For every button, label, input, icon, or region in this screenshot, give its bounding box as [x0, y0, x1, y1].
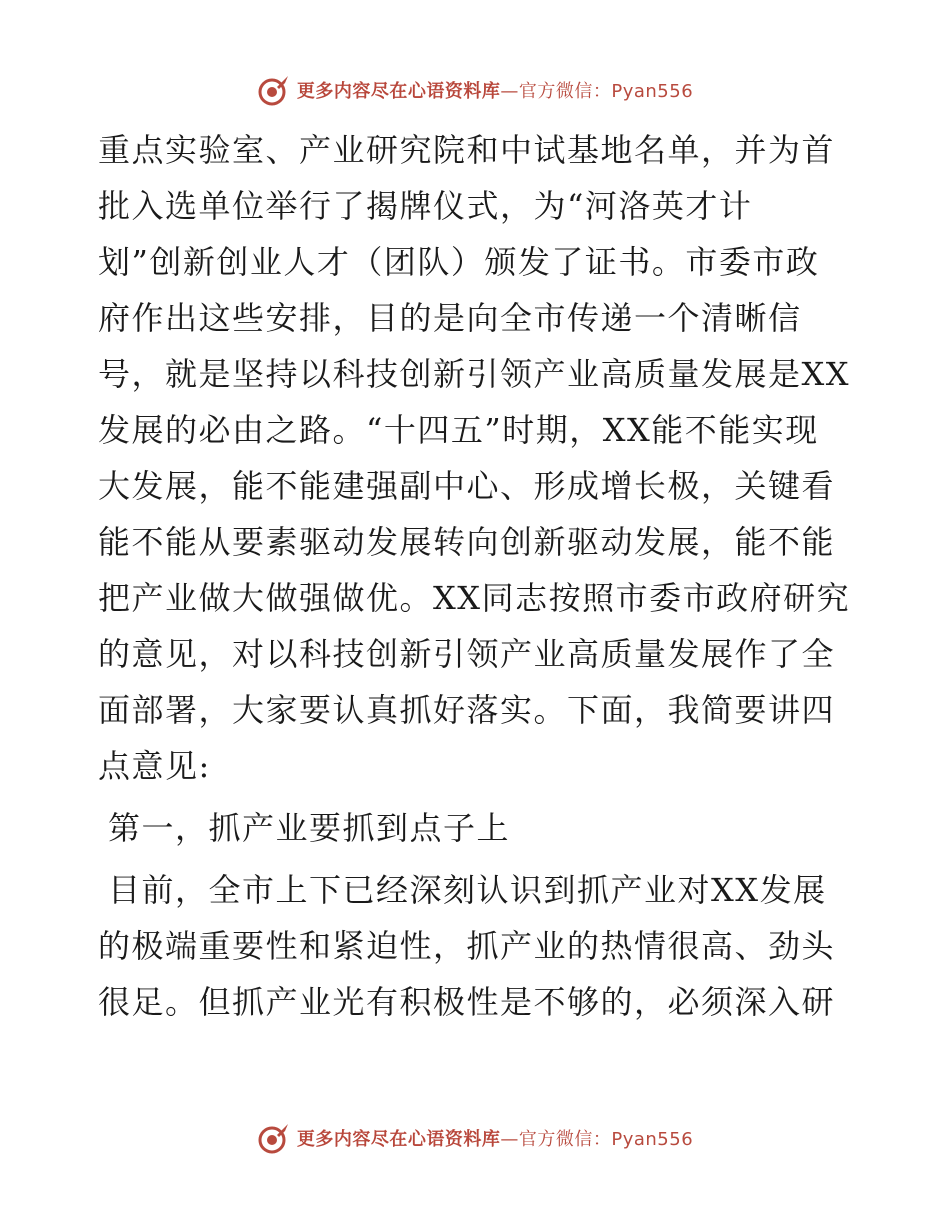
- document-body: [98, 122, 868, 1030]
- text-line: 能不能从要素驱动发展转向创新驱动发展，能不能: [98, 523, 836, 561]
- watermark-text: 更多内容尽在心语资料库—官方微信：Pyan556: [296, 1129, 694, 1150]
- quill-logo-icon: [257, 1121, 291, 1155]
- text-line: 很足。但抓产业光有积极性是不够的，必须深入研: [98, 983, 836, 1021]
- text-line: 目前，全市上下已经深刻认识到抓产业对XX发展: [108, 871, 827, 909]
- footer-watermark: [0, 1118, 950, 1158]
- text-line: 大发展，能不能建强副中心、形成增长极，关键看: [98, 467, 836, 505]
- header-watermark: [0, 70, 950, 110]
- section-heading: 第一，抓产业要抓到点子上: [108, 809, 511, 847]
- text-line: 的极端重要性和紧迫性，抓产业的热情很高、劲头: [98, 927, 836, 965]
- watermark-text: 更多内容尽在心语资料库—官方微信：Pyan556: [296, 81, 694, 102]
- text-line: 面部署，大家要认真抓好落实。下面，我简要讲四: [98, 691, 836, 729]
- text-line: 批入选单位举行了揭牌仪式，为“河洛英才计: [98, 187, 753, 225]
- text-line: 点意见:: [98, 747, 211, 785]
- quill-logo-icon: [257, 73, 291, 107]
- text-line: 划”创新创业人才（团队）颁发了证书。市委市政: [98, 243, 820, 281]
- text-line: 把产业做大做强做优。XX同志按照市委市政府研究: [98, 579, 851, 617]
- text-line: 发展的必由之路。“十四五”时期，XX能不能实现: [98, 411, 819, 449]
- text-line: 的意见，对以科技创新引领产业高质量发展作了全: [98, 635, 836, 673]
- text-line: 重点实验室、产业研究院和中试基地名单，并为首: [98, 131, 836, 169]
- text-line: 府作出这些安排，目的是向全市传递一个清晰信: [98, 299, 802, 337]
- text-line: 号，就是坚持以科技创新引领产业高质量发展是XX: [98, 355, 851, 393]
